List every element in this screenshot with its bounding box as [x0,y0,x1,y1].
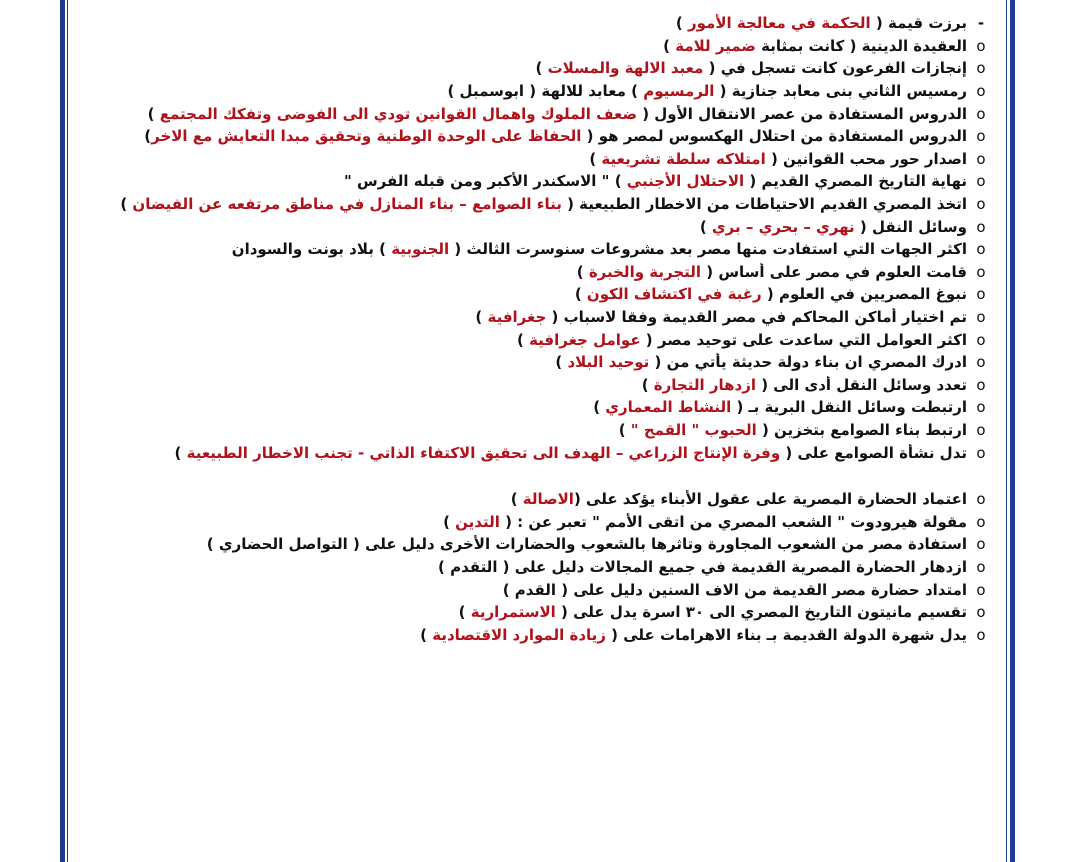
item-answer-highlight: النشاط المعماري [605,398,732,417]
item-text [511,490,967,508]
item-answer-highlight: عوامل جغرافية [529,330,641,349]
list-item [90,623,995,646]
item-text-closing: ) [663,36,676,55]
item-answer-highlight: التدين [455,512,500,531]
list-item [90,148,995,171]
page-border-right [1010,0,1015,862]
list-item [90,419,995,442]
item-text-plain: قامت العلوم في مصر على أساس ( [701,262,967,281]
item-answer-highlight: زيادة الموارد الاقتصادية [432,625,606,644]
item-answer-highlight: امتلاكه سلطة تشريعية [601,149,766,168]
list-item [90,328,995,351]
bullet-circle-icon: o [976,36,986,55]
item-text-closing: ) [443,512,456,531]
item-text-plain: اكثر الجهات التي استفادت منها مصر بعد مشروعات سنوسرت الثالث ( [449,240,967,259]
list-item [90,283,995,306]
list-item [90,125,995,148]
item-text-plain: الدروس المستفادة من احتلال الهكسوس لمصر هو ( [581,127,967,146]
item-text [148,105,967,123]
list-item [90,306,995,329]
item-text [663,37,967,55]
item-text [575,285,967,303]
item-text-closing: ) [675,14,688,33]
item-text [459,603,967,621]
item-text-closing: ) [147,104,160,123]
bullet-circle-icon: o [976,490,986,509]
item-text-closing: ) [576,262,589,281]
list-item [90,261,995,284]
item-text [593,398,967,416]
item-text-plain: ادرك المصري ان بناء دولة حديثة يأتي من ( [649,353,967,372]
item-text-plain: مقولة هيرودوت " الشعب المصري من اتقى الأمم " تعبر عن : ( [499,512,967,531]
item-text-plain: تعدد وسائل النقل أدى الى ( [756,375,967,394]
item-text [438,558,967,576]
item-text-closing: ) [574,285,587,304]
item-text [536,59,967,77]
item-answer-highlight: الجنوبية [391,240,450,259]
item-text [700,218,967,236]
item-answer-highlight: ضعف الملوك واهمال القوانين تودي الى الفوضى وتفكك المجتمع [159,104,637,123]
list-item [90,215,995,238]
list-item [90,396,995,419]
item-answer-highlight: وفرة الإنتاج الزراعي – الهدف الى تحقيق الاكتفاء الذاتي - تجنب الاخطار الطبيعية [186,443,781,462]
list-item [90,578,995,601]
item-answer-highlight: الحبوب " القمح " [630,420,757,439]
item-text-plain: نبوغ المصريين في العلوم ( [761,285,967,304]
item-text-closing: ) [510,490,523,509]
item-answer-highlight: الاستمرارية [470,603,556,622]
item-text [344,172,967,190]
list-item [90,193,995,216]
item-text [475,308,967,326]
bullet-circle-icon: o [976,398,986,417]
item-text-plain: إنجازات الفرعون كانت تسجل في ( [703,59,967,78]
item-text [589,150,967,168]
item-text [420,626,967,644]
item-text-plain: تدل نشأة الصوامع على ( [780,443,967,462]
list-item [90,533,995,556]
section-one-list [90,12,995,464]
list-item [90,510,995,533]
bullet-circle-icon: o [976,127,986,146]
item-answer-highlight: الحكمة في معالجة الأمور [688,14,871,33]
item-text-plain: وسائل النقل ( [854,217,967,236]
item-answer-highlight: رغبة في اكتشاف الكون [586,285,762,304]
bullet-circle-icon: o [976,625,986,644]
item-text-plain: اصدار حور محب القوانين ( [765,149,967,168]
list-item [90,374,995,397]
item-text-closing: ) [593,398,606,417]
item-text-plain: ارتبط بناء الصوامع بتخزين ( [756,420,967,439]
item-text [619,421,967,439]
item-text-closing: ) [458,603,471,622]
bullet-circle-icon: o [976,557,986,576]
list-item [90,488,995,511]
item-text [120,195,967,213]
item-text-plain: اكثر العوامل التي ساعدت على توحيد مصر ( [640,330,967,349]
item-text [144,127,967,145]
item-text-closing: ) بلاد بونت والسودان [231,240,392,259]
item-text [447,82,967,100]
item-answer-highlight: جغرافية [487,308,547,327]
bullet-circle-icon: o [976,603,986,622]
item-answer-highlight: الاصالة [522,490,574,509]
item-text-closing: ) [699,217,712,236]
item-text [676,14,967,32]
item-answer-highlight: التجربة والخبرة [588,262,702,281]
bullet-circle-icon: o [976,104,986,123]
item-text-closing: ) [174,443,187,462]
item-text-closing: ) [555,353,568,372]
bullet-circle-icon: o [976,308,986,327]
list-item [90,80,995,103]
bullet-circle-icon: o [976,240,986,259]
document-page [90,12,995,646]
bullet-circle-icon: o [976,420,986,439]
item-text [503,581,967,599]
item-text-closing: ) [589,149,602,168]
list-item [90,601,995,624]
item-text-plain: الدروس المستفادة من عصر الانتقال الأول ( [636,104,967,123]
bullet-circle-icon: o [976,512,986,531]
item-text-closing: ) " الاسكندر الأكبر ومن قبله الفرس " [343,172,627,191]
item-text-closing: ) [144,127,152,146]
list-item [90,238,995,261]
item-text [175,444,967,462]
item-text-closing: ) معابد للالهة ( ابوسمبل ) [447,82,644,101]
item-answer-highlight: ضمير للامة [675,36,756,55]
list-item [90,35,995,58]
bullet-circle-icon: o [976,262,986,281]
list-item [90,441,995,464]
item-text [555,353,967,371]
item-text-plain: اعتماد الحضارة المصرية على عقول الأبناء يؤكد على ( [573,490,967,509]
item-answer-highlight: توحيد البلاد [567,353,650,372]
item-answer-highlight: الحفاظ على الوحدة الوطنية وتحقيق مبدا التعايش مع الاخر [151,127,582,146]
bullet-circle-icon: o [976,172,986,191]
item-text [577,263,967,281]
page-border-left-inner [67,0,68,862]
bullet-circle-icon: o [976,149,986,168]
list-item [90,351,995,374]
item-text-plain: برزت قيمة ( [870,14,967,33]
item-text-plain: رمسيس الثاني بنى معابد جنازية ( [714,82,967,101]
item-answer-highlight: معبد الالهة والمسلات [547,59,704,78]
item-text-closing: ) [420,625,433,644]
bullet-circle-icon: o [976,330,986,349]
item-text [517,331,967,349]
item-text-plain: اتخذ المصري القديم الاحتياطات من الاخطار الطبيعية ( [561,195,967,214]
item-text-closing: ) [475,308,488,327]
item-text [207,535,967,553]
page-border-left [60,0,65,862]
item-text-closing: ) [517,330,530,349]
item-answer-highlight: بناء الصوامع – بناء المنازل في مناطق مرتفعه عن الفيضان [132,195,562,214]
section-two-list [90,488,995,646]
item-text-plain: العقيدة الدينية ( كانت بمثابة [755,36,967,55]
item-text-plain: ارتبطت وسائل النقل البرية بـ ( [731,398,967,417]
item-text-closing: ) [535,59,548,78]
item-text-closing: ) [641,375,654,394]
item-text-plain: نهاية التاريخ المصري القديم ( [744,172,967,191]
dash-marker: - [977,14,985,33]
bullet-circle-icon: o [976,443,986,462]
bullet-circle-icon: o [976,535,986,554]
list-item [90,12,995,35]
item-text-plain: يدل شهرة الدولة القديمة بـ بناء الاهرامات على ( [605,625,967,644]
item-answer-highlight: ازدهار التجارة [653,375,756,394]
item-text-closing: ) [618,420,631,439]
item-text [443,513,967,531]
bullet-circle-icon: o [976,285,986,304]
list-item [90,57,995,80]
item-text [642,376,967,394]
item-text-plain: استفادة مصر من الشعوب المجاورة وتاثرها بالشعوب والحضارات الأخرى دليل على ( التواصل الحضاري ) [206,535,967,554]
list-item [90,556,995,579]
item-text-closing: ) [120,195,133,214]
bullet-circle-icon: o [976,195,986,214]
bullet-circle-icon: o [976,59,986,78]
bullet-circle-icon: o [976,375,986,394]
item-answer-highlight: نهري – بحري – بري [711,217,855,236]
item-answer-highlight: الرمسيوم [643,82,715,101]
item-text-plain: تقسيم مانيتون التاريخ المصري الى ٣٠ اسرة يدل على ( [555,603,967,622]
list-item [90,170,995,193]
page-border-right-inner [1006,0,1007,862]
item-text-plain: ازدهار الحضارة المصرية القديمة في جميع المجالات دليل على ( التقدم ) [438,557,967,576]
item-text [232,240,967,258]
item-answer-highlight: الاحتلال الأجنبي [626,172,745,191]
item-text-plain: تم اختيار أماكن المحاكم في مصر القديمة وفقا لاسباب ( [546,308,967,327]
bullet-circle-icon: o [976,580,986,599]
list-item [90,102,995,125]
item-text-plain: امتداد حضارة مصر القديمة من الاف السنين دليل على ( القدم ) [502,580,967,599]
bullet-circle-icon: o [976,217,986,236]
bullet-circle-icon: o [976,82,986,101]
section-gap [90,464,995,488]
bullet-circle-icon: o [976,353,986,372]
